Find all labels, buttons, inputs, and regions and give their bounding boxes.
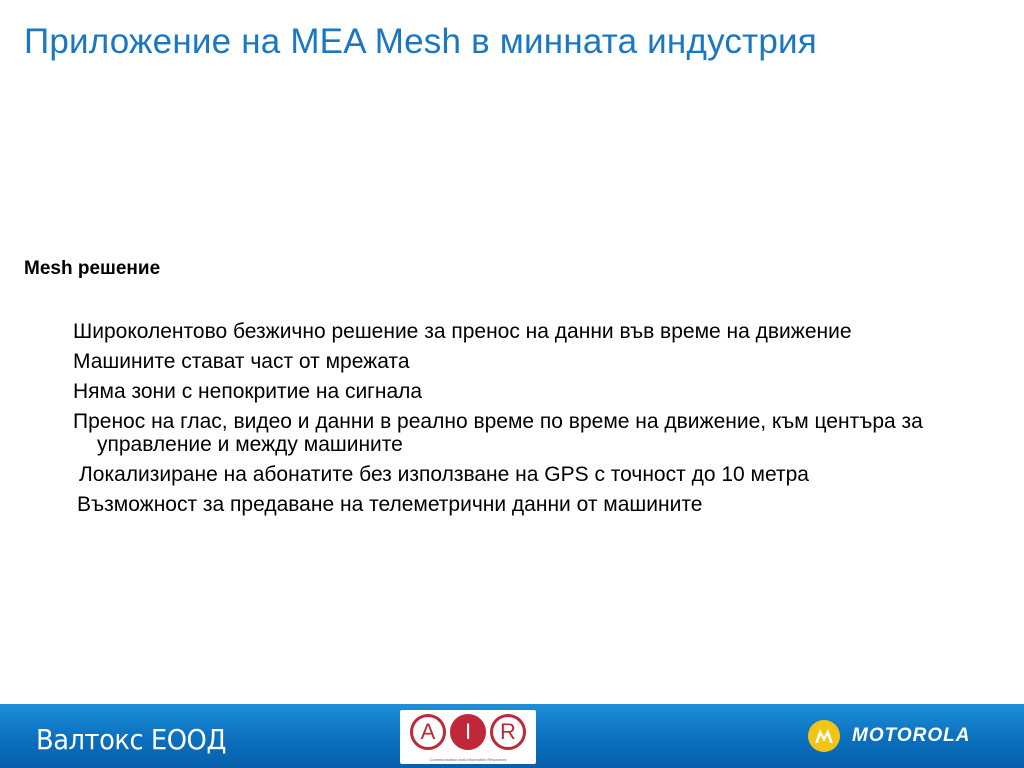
section-heading: Mesh решение xyxy=(24,258,161,279)
bullet-item: Локализиране на абонатите без използване на GPS с точност до 10 метра xyxy=(79,463,809,486)
air-logo-letter-i: I xyxy=(450,714,486,750)
motorola-batwing-icon xyxy=(808,720,840,752)
bullet-item: Няма зони с непокритие на сигнала xyxy=(73,380,423,403)
air-logo-letter-a: A xyxy=(410,714,446,750)
bullet-list xyxy=(73,320,993,523)
air-logo xyxy=(400,710,536,764)
motorola-logo xyxy=(808,720,970,752)
air-logo-letter-r: R xyxy=(490,714,526,750)
company-name: Валтокс ЕООД xyxy=(36,723,227,756)
bullet-item: Широколентово безжично решение за пренос на данни във време на движение xyxy=(73,320,852,343)
motorola-wordmark: MOTOROLA xyxy=(852,725,971,746)
bullet-item: Възможност за предаване на телеметрични данни от машините xyxy=(77,493,703,516)
air-logo-tagline: Communication and Information Resources xyxy=(429,757,507,762)
footer-bar xyxy=(0,704,1024,768)
bullet-item: Машините стават част от мрежата xyxy=(73,350,410,373)
bullet-item: Пренос на глас, видео и данни в реално време по време на движение, към центъра за управление и между машините xyxy=(73,410,923,456)
slide-title: Приложение на MEA Mesh в минната индустрия xyxy=(24,22,817,61)
